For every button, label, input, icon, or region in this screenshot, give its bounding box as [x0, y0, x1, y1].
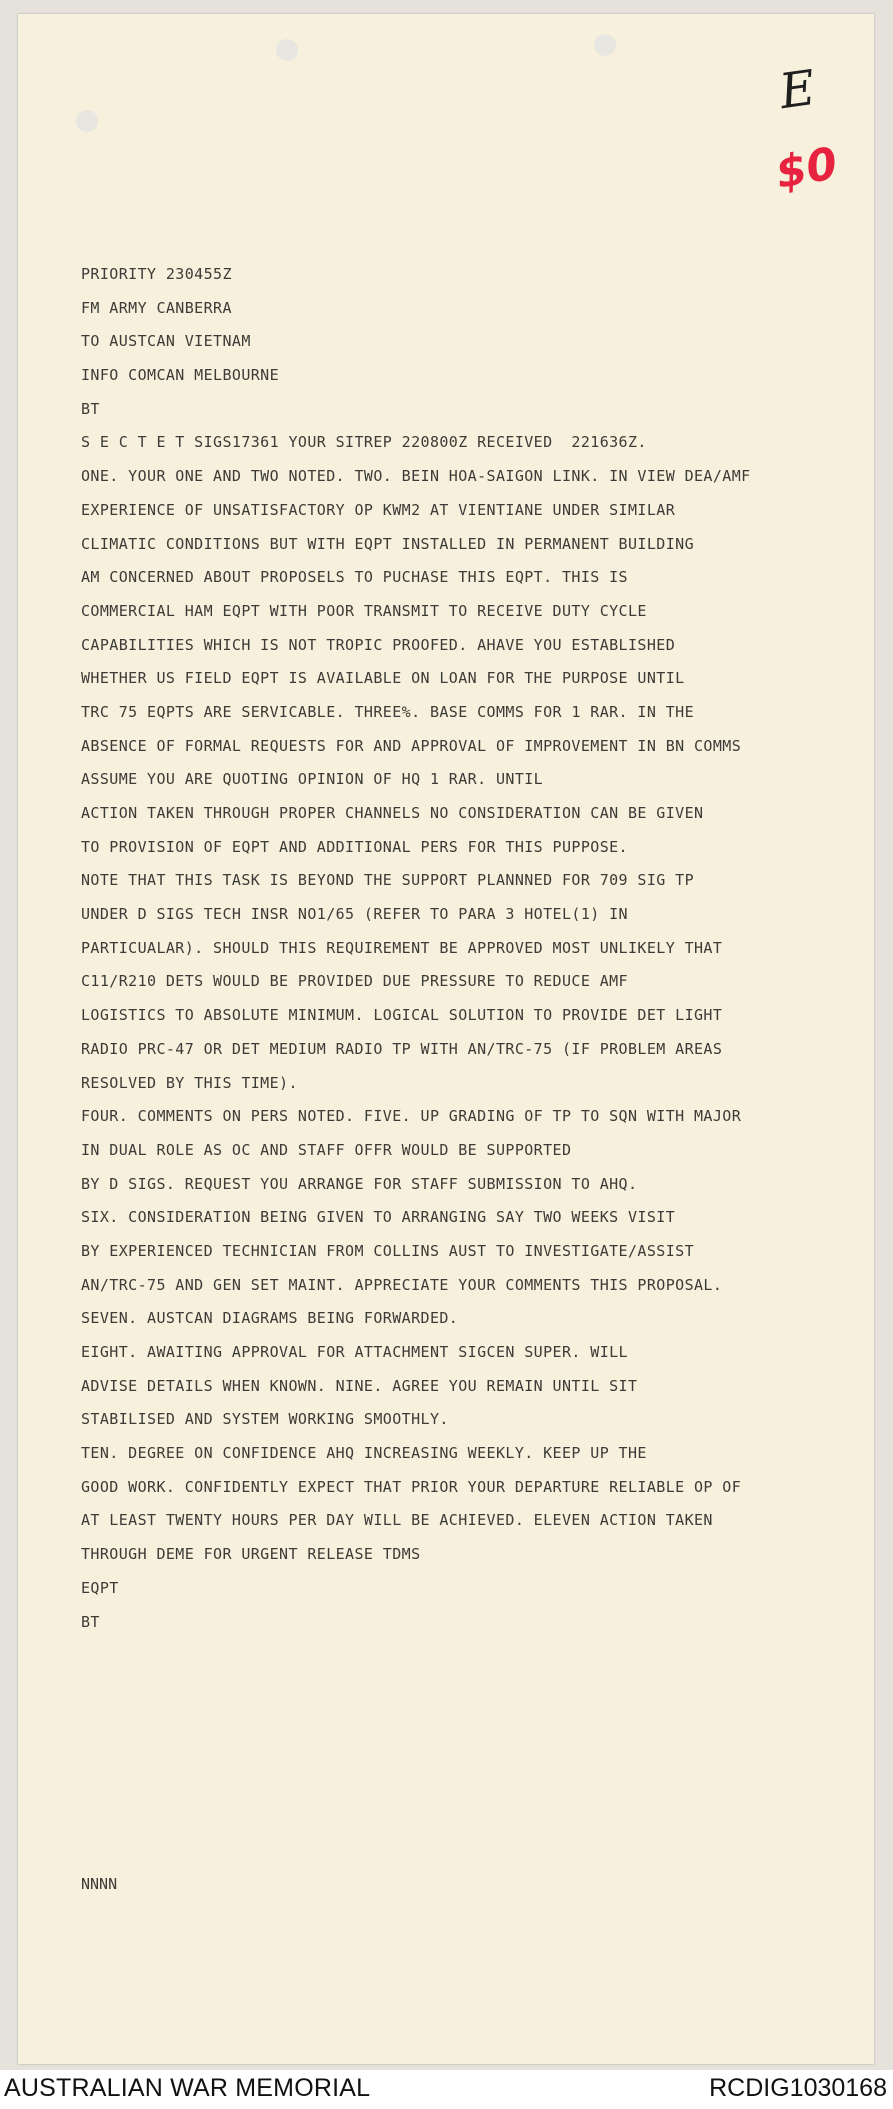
message-line: BT: [81, 1612, 100, 1631]
message-line: BT: [81, 399, 100, 418]
message-line: AT LEAST TWENTY HOURS PER DAY WILL BE ACHIEVED. ELEVEN ACTION TAKEN: [81, 1511, 713, 1530]
archive-credit: AUSTRALIAN WAR MEMORIAL: [4, 2074, 371, 2102]
punch-hole: [76, 110, 98, 132]
message-line: INFO COMCAN MELBOURNE: [81, 366, 280, 385]
message-line: PRIORITY 230455Z: [81, 265, 232, 283]
handwritten-red-mark: $0: [772, 138, 842, 199]
message-line: RADIO PRC-47 OR DET MEDIUM RADIO TP WITH AN/TRC-75 (IF PROBLEM AREAS: [81, 1039, 723, 1058]
message-line: STABILISED AND SYSTEM WORKING SMOOTHLY.: [81, 1410, 449, 1429]
message-line: FOUR. COMMENTS ON PERS NOTED. FIVE. UP GRADING OF TP TO SQN WITH MAJOR: [81, 1107, 742, 1126]
message-line: UNDER D SIGS TECH INSR NO1/65 (REFER TO PARA 3 HOTEL(1) IN: [81, 905, 628, 924]
message-line: FM ARMY CANBERRA: [81, 298, 232, 317]
message-line: CLIMATIC CONDITIONS BUT WITH EQPT INSTALLED IN PERMANENT BUILDING: [81, 534, 694, 553]
message-line: IN DUAL ROLE AS OC AND STAFF OFFR WOULD BE SUPPORTED: [81, 1140, 572, 1159]
message-line: WHETHER US FIELD EQPT IS AVAILABLE ON LOAN FOR THE PURPOSE UNTIL: [81, 669, 685, 688]
end-of-message-mark: NNNN: [81, 1875, 118, 1893]
message-line: PARTICUALAR). SHOULD THIS REQUIREMENT BE APPROVED MOST UNLIKELY THAT: [81, 938, 723, 957]
message-line: BY EXPERIENCED TECHNICIAN FROM COLLINS AUST TO INVESTIGATE/ASSIST: [81, 1241, 694, 1260]
message-line: S E C T E T SIGS17361 YOUR SITREP 220800Z RECEIVED 221636Z.: [81, 433, 647, 452]
message-line: ASSUME YOU ARE QUOTING OPINION OF HQ 1 RAR. UNTIL: [81, 770, 544, 789]
message-body: [81, 258, 861, 1639]
message-line: THROUGH DEME FOR URGENT RELEASE TDMS: [81, 1545, 421, 1564]
message-line: NOTE THAT THIS TASK IS BEYOND THE SUPPORT PLANNNED FOR 709 SIG TP: [81, 871, 694, 890]
message-line: BY D SIGS. REQUEST YOU ARRANGE FOR STAFF SUBMISSION TO AHQ.: [81, 1174, 638, 1193]
message-line: ADVISE DETAILS WHEN KNOWN. NINE. AGREE YOU REMAIN UNTIL SIT: [81, 1376, 638, 1395]
message-line: ABSENCE OF FORMAL REQUESTS FOR AND APPROVAL OF IMPROVEMENT IN BN COMMS: [81, 736, 742, 755]
message-line: EIGHT. AWAITING APPROVAL FOR ATTACHMENT SIGCEN SUPER. WILL: [81, 1343, 628, 1361]
message-line: RESOLVED BY THIS TIME).: [81, 1073, 298, 1092]
message-line: TO PROVISION OF EQPT AND ADDITIONAL PERS FOR THIS PUPPOSE.: [81, 837, 628, 856]
punch-hole: [594, 34, 616, 56]
message-line: EQPT: [81, 1578, 119, 1597]
message-line: SEVEN. AUSTCAN DIAGRAMS BEING FORWARDED.: [81, 1309, 459, 1328]
archive-reference: RCDIG1030168: [709, 2074, 887, 2102]
message-line: C11/R210 DETS WOULD BE PROVIDED DUE PRESSURE TO REDUCE AMF: [81, 972, 628, 991]
message-line: EXPERIENCE OF UNSATISFACTORY OP KWM2 AT VIENTIANE UNDER SIMILAR: [81, 500, 676, 519]
message-line: SIX. CONSIDERATION BEING GIVEN TO ARRANGING SAY TWO WEEKS VISIT: [81, 1208, 676, 1227]
handwritten-letter-mark: E: [776, 59, 819, 121]
message-line: TEN. DEGREE ON CONFIDENCE AHQ INCREASING WEEKLY. KEEP UP THE: [81, 1444, 647, 1463]
message-line: CAPABILITIES WHICH IS NOT TROPIC PROOFED. AHAVE YOU ESTABLISHED: [81, 635, 676, 654]
message-line: AM CONCERNED ABOUT PROPOSELS TO PUCHASE THIS EQPT. THIS IS: [81, 568, 628, 587]
message-line: LOGISTICS TO ABSOLUTE MINIMUM. LOGICAL SOLUTION TO PROVIDE DET LIGHT: [81, 1006, 723, 1025]
message-line: TRC 75 EQPTS ARE SERVICABLE. THREE%. BASE COMMS FOR 1 RAR. IN THE: [81, 702, 694, 721]
message-line: AN/TRC-75 AND GEN SET MAINT. APPRECIATE YOUR COMMENTS THIS PROPOSAL.: [81, 1275, 723, 1294]
message-line: ONE. YOUR ONE AND TWO NOTED. TWO. BEIN HOA-SAIGON LINK. IN VIEW DEA/AMF: [81, 467, 751, 486]
message-line: COMMERCIAL HAM EQPT WITH POOR TRANSMIT TO RECEIVE DUTY CYCLE: [81, 601, 647, 620]
punch-hole: [276, 39, 298, 61]
message-line: TO AUSTCAN VIETNAM: [81, 332, 251, 351]
message-line: ACTION TAKEN THROUGH PROPER CHANNELS NO CONSIDERATION CAN BE GIVEN: [81, 804, 704, 822]
message-line: GOOD WORK. CONFIDENTLY EXPECT THAT PRIOR YOUR DEPARTURE RELIABLE OP OF: [81, 1477, 742, 1496]
